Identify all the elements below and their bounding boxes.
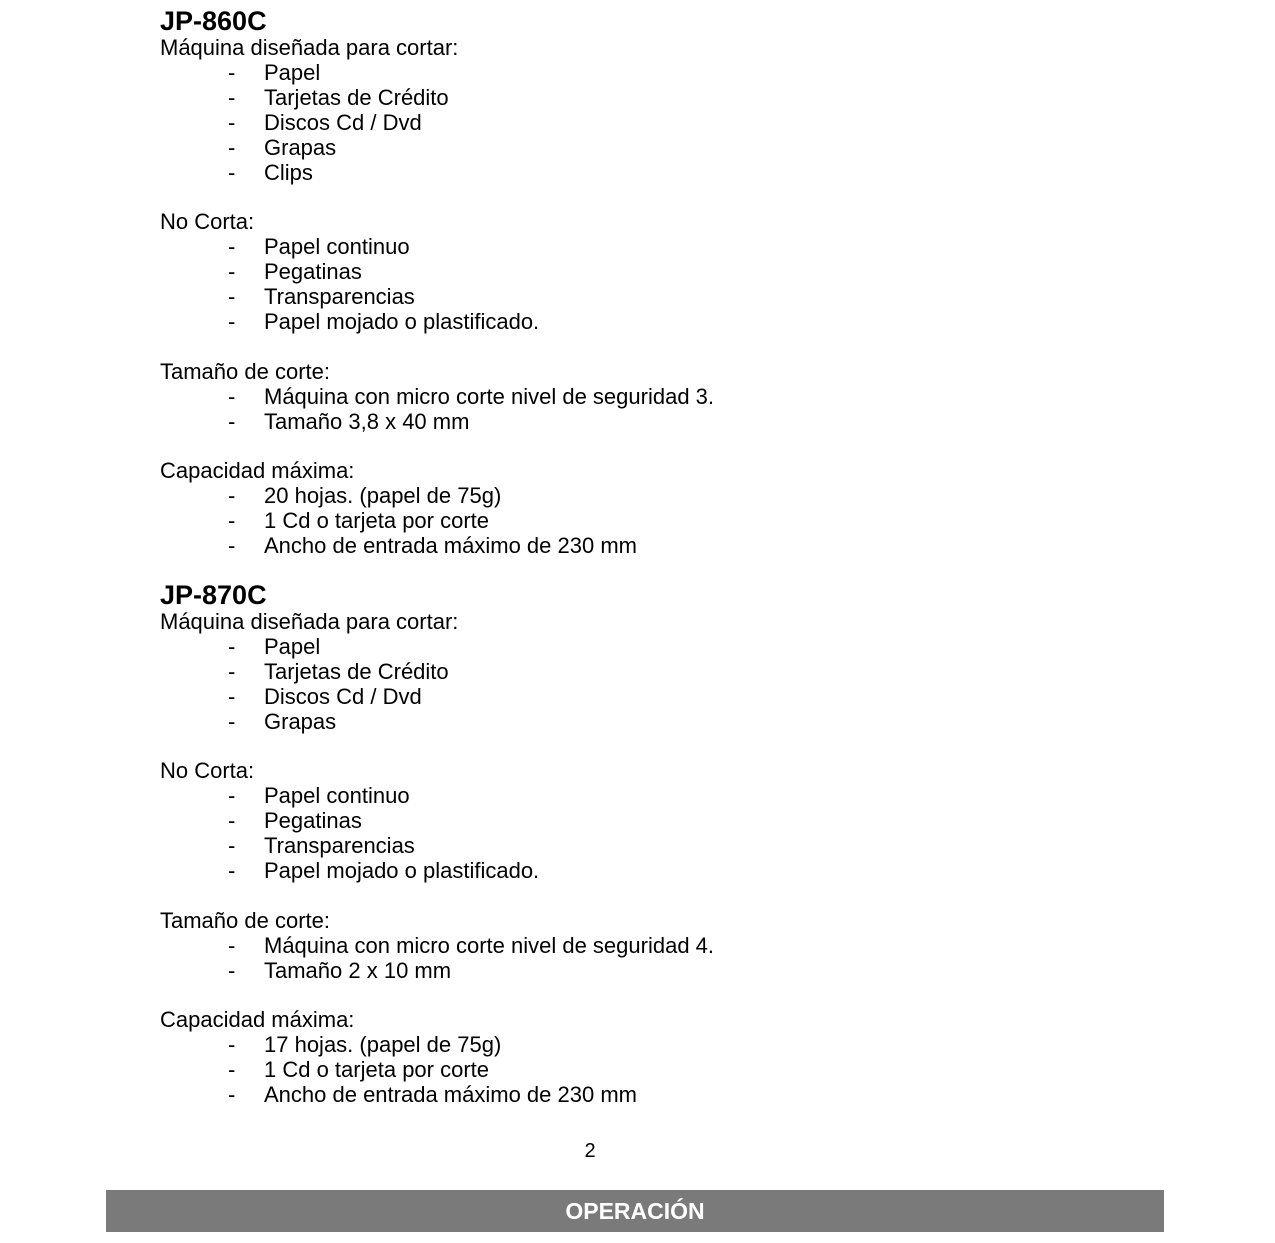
bullet-dash: - bbox=[228, 59, 236, 85]
section-heading: Tamaño de corte: bbox=[160, 907, 330, 933]
page-number: 2 bbox=[584, 1140, 596, 1162]
list-item bbox=[160, 484, 1160, 509]
list-item-text: 20 hojas. (papel de 75g) bbox=[264, 483, 502, 509]
list-item bbox=[160, 410, 1160, 435]
model-title: JP-860C bbox=[160, 6, 267, 36]
bullet-dash: - bbox=[228, 1032, 236, 1058]
bullet-dash: - bbox=[228, 683, 236, 709]
list-item bbox=[160, 859, 1160, 884]
list-item bbox=[160, 685, 1160, 710]
bullet-dash: - bbox=[228, 284, 236, 310]
bullet-list bbox=[160, 934, 1160, 984]
bullet-dash: - bbox=[228, 383, 236, 409]
list-item-text: 1 Cd o tarjeta por corte bbox=[264, 1057, 490, 1083]
bullet-list bbox=[160, 784, 1160, 884]
list-item-text: Máquina con micro corte nivel de seguridad 3. bbox=[264, 383, 715, 409]
list-item-text: 1 Cd o tarjeta por corte bbox=[264, 508, 490, 534]
list-item bbox=[160, 710, 1160, 735]
list-item bbox=[160, 1058, 1160, 1083]
section-heading: Capacidad máxima: bbox=[160, 1007, 355, 1033]
list-item bbox=[160, 161, 1160, 186]
list-item-text: Papel bbox=[264, 633, 321, 659]
list-item bbox=[160, 934, 1160, 959]
list-item-text: Ancho de entrada máximo de 230 mm bbox=[264, 1082, 637, 1108]
bullet-dash: - bbox=[228, 259, 236, 285]
list-item-text: Transparencias bbox=[264, 284, 415, 310]
list-item bbox=[160, 509, 1160, 534]
list-item bbox=[160, 136, 1160, 161]
bullet-dash: - bbox=[228, 708, 236, 734]
bullet-dash: - bbox=[228, 109, 236, 135]
list-item-text: Discos Cd / Dvd bbox=[264, 683, 422, 709]
list-item-text: Papel continuo bbox=[264, 234, 410, 260]
document-body bbox=[160, 6, 1160, 1108]
section-heading: Máquina diseñada para cortar: bbox=[160, 608, 459, 634]
bullet-dash: - bbox=[228, 808, 236, 834]
list-item bbox=[160, 385, 1160, 410]
list-item-text: Tamaño 3,8 x 40 mm bbox=[264, 408, 470, 434]
model-section bbox=[160, 6, 1160, 559]
model-section bbox=[160, 580, 1160, 1108]
bullet-list bbox=[160, 61, 1160, 186]
bullet-dash: - bbox=[228, 234, 236, 260]
bullet-dash: - bbox=[228, 1057, 236, 1083]
list-item-text: Pegatinas bbox=[264, 808, 362, 834]
list-item bbox=[160, 635, 1160, 660]
section-heading: Máquina diseñada para cortar: bbox=[160, 35, 459, 60]
list-item bbox=[160, 1033, 1160, 1058]
list-item bbox=[160, 534, 1160, 559]
list-item-text: Máquina con micro corte nivel de seguridad 4. bbox=[264, 932, 715, 958]
spacer bbox=[160, 559, 1160, 580]
list-item-text: Grapas bbox=[264, 134, 337, 160]
bullet-list bbox=[160, 635, 1160, 735]
bullet-dash: - bbox=[228, 858, 236, 884]
bullet-dash: - bbox=[228, 508, 236, 534]
bullet-dash: - bbox=[228, 658, 236, 684]
bullet-dash: - bbox=[228, 783, 236, 809]
spacer bbox=[160, 884, 1160, 909]
bullet-dash: - bbox=[228, 957, 236, 983]
list-item-text: Papel continuo bbox=[264, 783, 410, 809]
bullet-dash: - bbox=[228, 134, 236, 160]
bullet-dash: - bbox=[228, 483, 236, 509]
list-item-text: Discos Cd / Dvd bbox=[264, 109, 422, 135]
list-item-text: 17 hojas. (papel de 75g) bbox=[264, 1032, 502, 1058]
list-item-text: Papel mojado o plastificado. bbox=[264, 858, 540, 884]
bullet-dash: - bbox=[228, 1082, 236, 1108]
list-item bbox=[160, 111, 1160, 136]
bullet-dash: - bbox=[228, 308, 236, 334]
spacer bbox=[160, 735, 1160, 760]
list-item bbox=[160, 959, 1160, 984]
list-item bbox=[160, 260, 1160, 285]
section-heading: No Corta: bbox=[160, 209, 255, 235]
bullet-list bbox=[160, 484, 1160, 559]
list-item-text: Tarjetas de Crédito bbox=[264, 658, 449, 684]
list-item-text: Ancho de entrada máximo de 230 mm bbox=[264, 533, 637, 559]
bullet-dash: - bbox=[228, 159, 236, 185]
list-item bbox=[160, 61, 1160, 86]
list-item-text: Pegatinas bbox=[264, 259, 362, 285]
model-title: JP-870C bbox=[160, 579, 267, 610]
spacer bbox=[160, 335, 1160, 360]
list-item bbox=[160, 310, 1160, 335]
list-item-text: Papel bbox=[264, 59, 321, 85]
bullet-list bbox=[160, 385, 1160, 435]
list-item bbox=[160, 834, 1160, 859]
list-item bbox=[160, 809, 1160, 834]
list-item-text: Clips bbox=[264, 159, 313, 185]
bullet-dash: - bbox=[228, 408, 236, 434]
spacer bbox=[160, 185, 1160, 210]
bullet-dash: - bbox=[228, 533, 236, 559]
section-heading: No Corta: bbox=[160, 758, 255, 784]
list-item-text: Transparencias bbox=[264, 833, 415, 859]
footer-title: OPERACIÓN bbox=[565, 1198, 705, 1224]
bullet-list bbox=[160, 235, 1160, 335]
list-item bbox=[160, 660, 1160, 685]
bullet-list bbox=[160, 1033, 1160, 1108]
list-item bbox=[160, 285, 1160, 310]
section-heading: Capacidad máxima: bbox=[160, 458, 355, 484]
footer-section-banner bbox=[106, 1190, 1164, 1232]
list-item-text: Tamaño 2 x 10 mm bbox=[264, 957, 452, 983]
bullet-dash: - bbox=[228, 932, 236, 958]
list-item bbox=[160, 86, 1160, 111]
list-item-text: Papel mojado o plastificado. bbox=[264, 308, 540, 334]
list-item-text: Grapas bbox=[264, 708, 337, 734]
spacer bbox=[160, 984, 1160, 1009]
list-item-text: Tarjetas de Crédito bbox=[264, 84, 449, 110]
list-item bbox=[160, 1083, 1160, 1108]
bullet-dash: - bbox=[228, 633, 236, 659]
list-item bbox=[160, 235, 1160, 260]
section-heading: Tamaño de corte: bbox=[160, 358, 330, 384]
bullet-dash: - bbox=[228, 84, 236, 110]
bullet-dash: - bbox=[228, 833, 236, 859]
list-item bbox=[160, 784, 1160, 809]
spacer bbox=[160, 434, 1160, 459]
